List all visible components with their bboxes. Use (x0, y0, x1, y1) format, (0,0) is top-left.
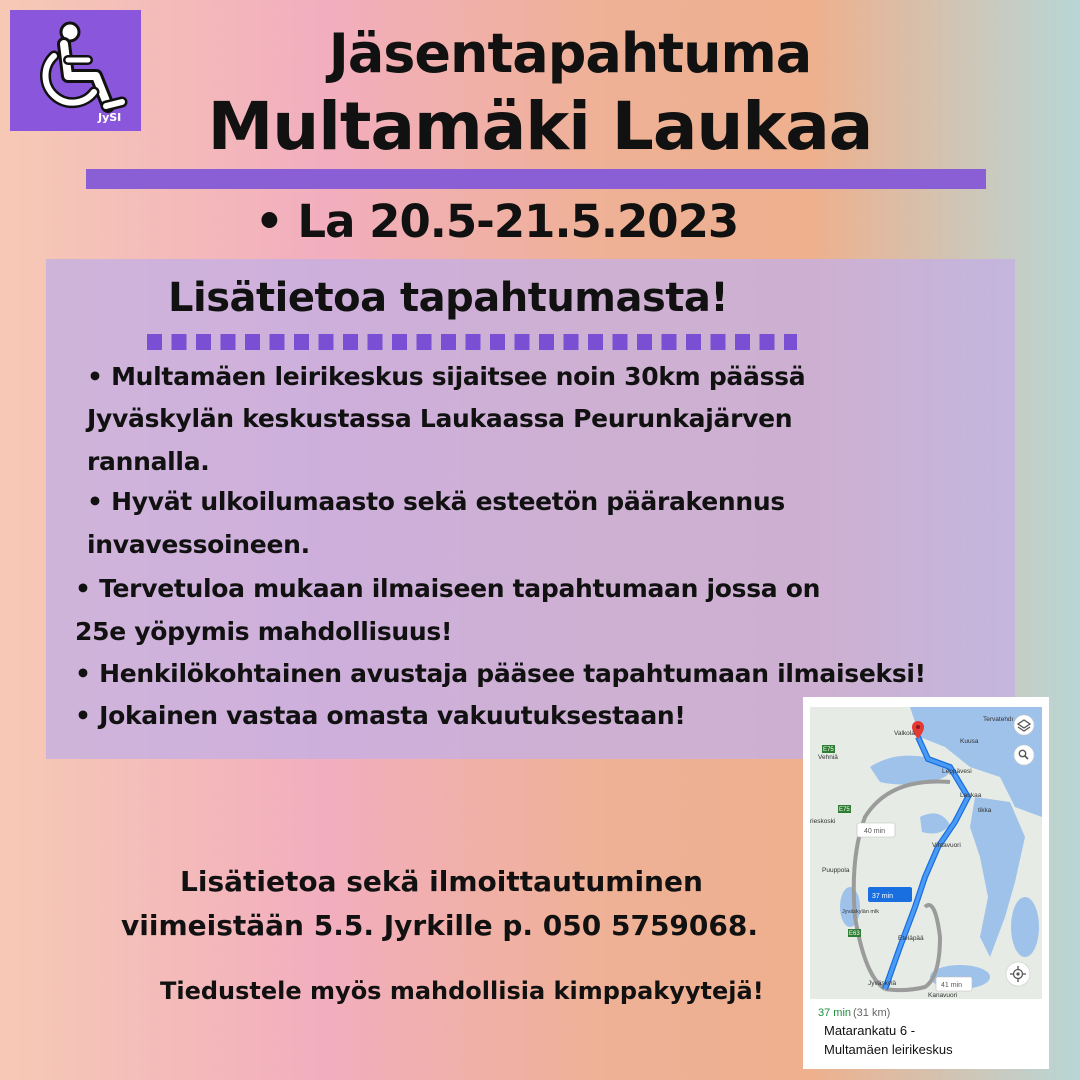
svg-text:40 min: 40 min (864, 828, 886, 835)
dotted-divider (147, 334, 797, 350)
svg-text:Laukaa: Laukaa (960, 792, 982, 799)
info-line: • Multamäen leirikeskus sijaitsee noin 30km päässä (87, 362, 806, 391)
info-line: • Tervetuloa mukaan ilmaiseen tapahtumaan jossa on (75, 574, 821, 603)
svg-text:Kanavuori: Kanavuori (928, 992, 958, 999)
logo-text: JySI (98, 111, 122, 124)
svg-text:E75: E75 (823, 747, 834, 753)
destination-line-2: Multamäen leirikeskus (824, 1042, 953, 1057)
svg-text:E63: E63 (849, 931, 860, 937)
svg-text:E75: E75 (839, 807, 850, 813)
map-canvas (810, 707, 1042, 999)
svg-text:Jyväskylä: Jyväskylä (868, 980, 897, 987)
svg-text:41 min: 41 min (941, 982, 963, 989)
svg-text:Leppävesi: Leppävesi (942, 768, 972, 775)
route-time: 37 min (818, 1007, 852, 1019)
layers-icon[interactable] (1014, 715, 1034, 735)
route-map (803, 697, 1049, 1069)
svg-text:Kuusa: Kuusa (960, 738, 979, 745)
svg-text:Jyväskylän mlk: Jyväskylän mlk (842, 909, 879, 915)
info-line: rannalla. (87, 447, 210, 476)
svg-text:rieskoski: rieskoski (810, 818, 836, 825)
destination-line-1: Matarankatu 6 - (824, 1023, 916, 1038)
info-line: 25e yöpymis mahdollisuus! (75, 617, 453, 646)
svg-text:37 min: 37 min (872, 893, 894, 900)
info-line: • Jokainen vastaa omasta vakuutuksestaan! (75, 701, 686, 730)
route-summary[interactable] (810, 999, 1042, 1064)
contact-line-1: Lisätietoa sekä ilmoittautuminen (180, 865, 703, 898)
carpool-note: Tiedustele myös mahdollisia kimppakyytejä! (160, 977, 764, 1005)
svg-text:Tervatehdı: Tervatehdı (983, 716, 1014, 723)
info-line: Jyväskylän keskustassa Laukaassa Peurunkajärven (87, 404, 793, 433)
svg-text:Vihtavuori: Vihtavuori (932, 842, 961, 849)
info-line: • Hyvät ulkoilumaasto sekä esteetön päärakennus (87, 487, 785, 516)
svg-text:tikka: tikka (978, 807, 992, 814)
info-line: invavessoineen. (87, 530, 310, 559)
event-date: • La 20.5-21.5.2023 (255, 195, 739, 248)
event-location: Multamäki Laukaa (207, 88, 873, 165)
title-divider (86, 169, 986, 189)
search-icon[interactable] (1014, 745, 1034, 765)
my-location-icon[interactable] (1006, 962, 1030, 986)
svg-text:Etelä­pää: Eteläpää (898, 935, 924, 942)
svg-text:Vehniä: Vehniä (818, 754, 838, 761)
info-line: • Henkilökohtainen avustaja pääsee tapahtumaan ilmaiseksi! (75, 659, 926, 688)
svg-text:Valkola: Valkola (894, 730, 915, 737)
event-title: Jäsentapahtuma (328, 22, 812, 85)
route-distance: (31 km) (853, 1007, 891, 1019)
svg-text:Puuppola: Puuppola (822, 867, 850, 874)
info-heading: Lisätietoa tapahtumasta! (168, 275, 729, 321)
contact-line-2: viimeistään 5.5. Jyrkille p. 050 5759068. (121, 909, 758, 942)
